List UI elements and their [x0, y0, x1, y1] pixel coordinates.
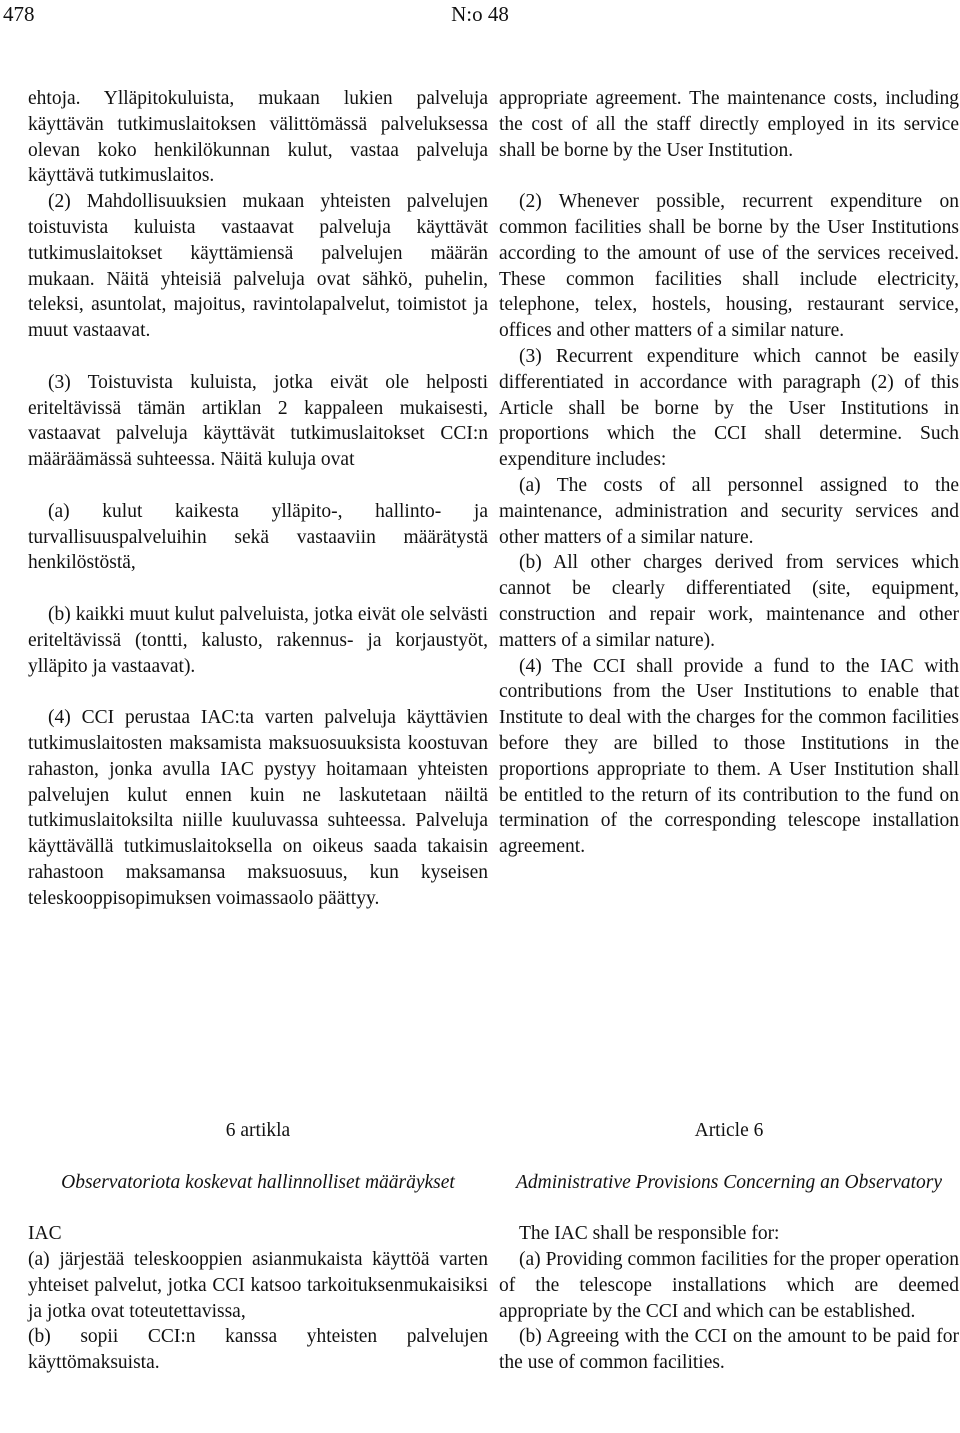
en-paragraph-3: (3) Recurrent expenditure which cannot be easily differentiated in accordance with paragraph (2) of this Article shall be borne by the User Institutions in proportions which the CCI shall determine. Such expenditure includes:	[499, 345, 959, 471]
en-article-title: Administrative Provisions Concerning an Observatory	[515, 1171, 943, 1193]
page-header	[0, 2, 960, 32]
fi-paragraph-4: (4) CCI perustaa IAC:ta varten palveluja käyttävien tutkimuslaitosten maksamista maksuosuuksista koostuvan rahaston, jonka avulla IAC pystyy hoitamaan yhteisten palvelujen kulut ennen kuin ne laskutetaan näiltä tutkimuslaitoksilta niille kuuluvassa suhteessa. Palveluja käyttävällä tutkimuslaitoksella on oikeus saada takaisin rahastoon maksamansa maksuosuus, kun kyseisen teleskooppisopimuksen voimassaolo päättyy.	[28, 707, 488, 909]
fi-paragraph-1: ehtoja. Ylläpitokuluista, mukaan lukien palveluja käyttävän tutkimuslaitoksen välittömässä palveluksessa olevan koko henkilökunnan kulut, vastaa palveluja käyttävä tutkimuslaitos.	[28, 88, 488, 187]
fi-article-item-b: (b) sopii CCI:n kanssa yhteisten palvelujen käyttömaksuista.	[28, 1326, 488, 1374]
en-article-intro: The IAC shall be responsible for:	[519, 1223, 780, 1245]
fi-article-title: Observatoriota koskevat hallinnolliset määräykset	[61, 1171, 455, 1193]
en-paragraph-3b: (b) All other charges derived from services which cannot be clearly differentiated (site, equipment, construction and repair work, maintenance and other matters of a similar nature).	[499, 552, 959, 651]
en-article-item-a: (a) Providing common facilities for the proper operation of the telescope installations which are deemed appropriate by the CCI and which can be established.	[499, 1248, 959, 1322]
fi-article-number: 6 artikla	[225, 1120, 291, 1141]
fi-paragraph-2: (2) Mahdollisuuksien mukaan yhteisten palvelujen toistuvista kuluista vastaavat palveluja käyttävät tutkimuslaitokset käyttämiensä palvelujen määrän mukaan. Näitä yhteisiä palveluja ovat sähkö, puhelin, teleksi, asuntolat, majoitus, ravintolapalvelut, toimistot ja muut vastaavat.	[28, 191, 488, 342]
finnish-article-6	[28, 1118, 488, 1376]
english-column-upper	[499, 86, 959, 860]
en-paragraph-1: appropriate agreement. The maintenance costs, including the cost of all the staff directly employed in its service shall be borne by the User Institution.	[499, 88, 959, 161]
fi-article-intro: IAC	[28, 1223, 62, 1245]
finnish-column-upper	[28, 86, 488, 912]
english-article-6	[499, 1118, 959, 1376]
fi-paragraph-3b: (b) kaikki muut kulut palveluista, jotka eivät ole selvästi eriteltävissä (tontti, kalusto, rakennus- ja korjaustyöt, ylläpito ja vastaavat).	[28, 603, 488, 677]
fi-paragraph-3: (3) Toistuvista kuluista, jotka eivät ole helposti eriteltävissä tämän artiklan 2 kappaleen mukaisesti, vastaavat palveluja käyttävät tutkimuslaitokset CCI:n määräämässä suhteessa. Näitä kuluja ovat	[28, 371, 488, 471]
en-paragraph-3a: (a) The costs of all personnel assigned to the maintenance, administration and security services and other matters of a similar nature.	[499, 474, 959, 548]
fi-article-item-a: (a) järjestää teleskooppien asianmukaista käyttöä varten yhteiset palvelut, jotka CCI katsoo tarkoituksenmukaisiksi ja jotka ovat toteutettavissa,	[28, 1248, 488, 1322]
en-paragraph-2: (2) Whenever possible, recurrent expenditure on common facilities shall be borne by the User Institutions according to the amount of use of the services received. These common facilities shall include electricity, telephone, telex, hostels, housing, restaurant service, offices and other matters of a similar nature.	[499, 191, 959, 342]
en-article-item-b: (b) Agreeing with the CCI on the amount to be paid for the use of common facilities.	[499, 1326, 959, 1374]
fi-paragraph-3a: (a) kulut kaikesta ylläpito-, hallinto- ja turvallisuuspalveluihin sekä vastaaviin määrätystä henkilöstöstä,	[28, 500, 488, 574]
page-number: 478	[3, 2, 35, 26]
en-article-number: Article 6	[694, 1120, 764, 1141]
en-paragraph-4: (4) The CCI shall provide a fund to the IAC with contributions from the User Institutions to enable that Institute to deal with the charges for the common facilities before they are billed to those Institutions in the proportions appropriate to them. A User Institution shall be entitled to the return of its contribution to the fund on termination of the corresponding telescope installation agreement.	[499, 655, 959, 858]
issue-number: N:o 48	[451, 2, 509, 26]
